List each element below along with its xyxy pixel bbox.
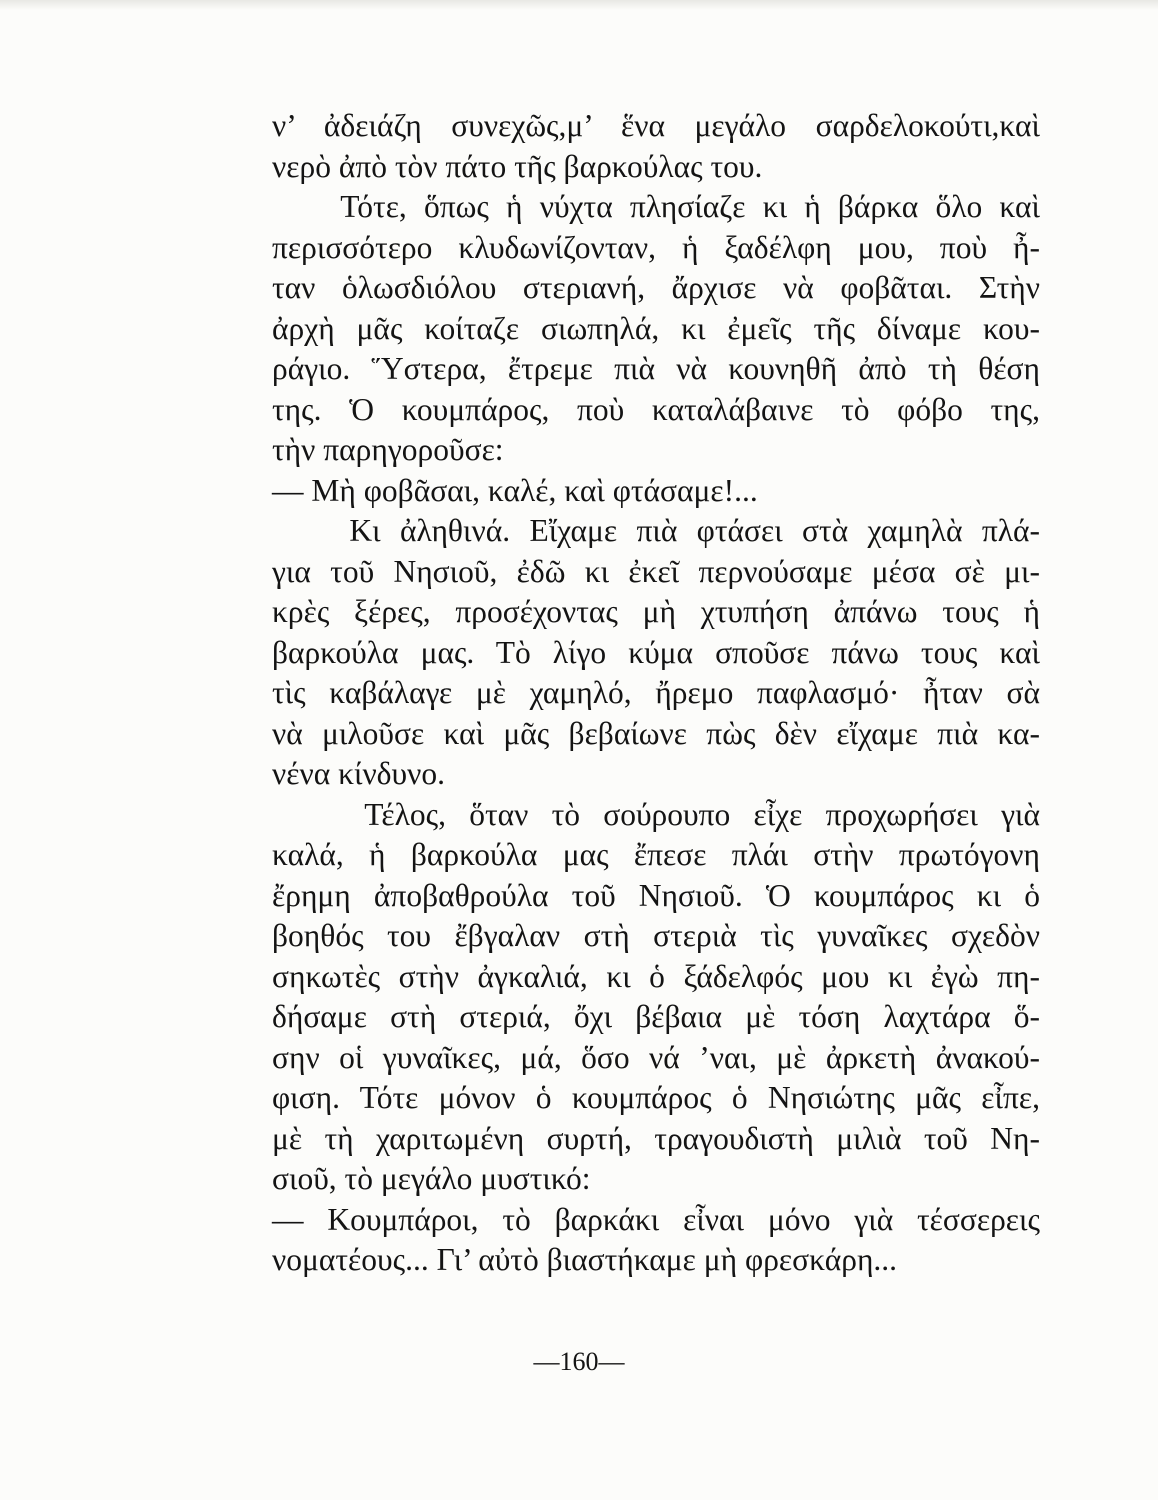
body-text: [272, 106, 1040, 1281]
text-line: δήσαμε στὴ στεριά, ὄχι βέβαια μὲ τόση λαχτάρα ὅ-: [272, 999, 1040, 1034]
text-line: της. Ὁ κουμπάρος, ποὺ καταλάβαινε τὸ φόβο της,: [272, 391, 1040, 427]
text-line: βοηθός του ἔβγαλαν στὴ στεριὰ τὶς γυναῖκες σχεδὸν: [272, 918, 1040, 953]
text-line: ν’ ἀδειάζη συνεχῶς,μ’ ἕνα μεγάλο σαρδελοκούτι,καὶ: [272, 108, 1040, 143]
text-line: σην οἱ γυναῖκες, μά, ὅσο νά ’ναι, μὲ ἀρκετὴ ἀνακού-: [272, 1039, 1040, 1075]
text-line: φιση. Τότε μόνον ὁ κουμπάρος ὁ Νησιώτης μᾶς εἶπε,: [272, 1080, 1040, 1115]
text-line: ἀρχὴ μᾶς κοίταζε σιωπηλά, κι ἐμεῖς τῆς δίναμε κου-: [272, 310, 1040, 346]
text-line: σιοῦ, τὸ μεγάλο μυστικό:: [272, 1161, 591, 1196]
text-line: τὴν παρηγοροῦσε:: [272, 432, 504, 467]
text-line: νὰ μιλοῦσε καὶ μᾶς βεβαίωνε πὼς δὲν εἴχαμε πιὰ κα-: [272, 715, 1040, 751]
text-line: Τέλος, ὅταν τὸ σούρουπο εἶχε προχωρήσει γιὰ: [272, 796, 1040, 832]
text-line: περισσότερο κλυδωνίζονταν, ἡ ξαδέλφη μου, ποὺ ἦ-: [272, 229, 1040, 265]
text-line: κρὲς ξέρες, προσέχοντας μὴ χτυπήση ἀπάνω τους ἡ: [272, 594, 1040, 629]
text-line: σηκωτὲς στὴν ἀγκαλιά, κι ὁ ξάδελφός μου κι ἐγὼ πη-: [272, 958, 1040, 994]
text-line: για τοῦ Νησιοῦ, ἐδῶ κι ἐκεῖ περνούσαμε μέσα σὲ μι-: [272, 553, 1040, 589]
text-line: καλά, ἡ βαρκούλα μας ἔπεσε πλάι στὴν πρωτόγονη: [272, 837, 1040, 872]
text-line: ἔρημη ἀποβαθρούλα τοῦ Νησιοῦ. Ὁ κουμπάρος κι ὁ: [272, 877, 1040, 913]
text-line: — Μὴ φοβᾶσαι, καλέ, καὶ φτάσαμε!...: [272, 472, 758, 508]
text-line: τὶς καβάλαγε μὲ χαμηλό, ἤρεμο παφλασμό· ἦταν σὰ: [272, 675, 1040, 710]
text-line: ράγιο. Ὕστερα, ἔτρεμε πιὰ νὰ κουνηθῆ ἀπὸ τὴ θέση: [272, 351, 1040, 386]
text-line: νένα κίνδυνο.: [272, 756, 445, 791]
page-number: —160—: [533, 1347, 625, 1376]
text-line: Τότε, ὅπως ἡ νύχτα πλησίαζε κι ἡ βάρκα ὅλο καὶ: [272, 189, 1040, 224]
text-line: νοματέους... Γι’ αὐτὸ βιαστήκαμε μὴ φρεσκάρη...: [272, 1242, 898, 1277]
text-line: νερὸ ἀπὸ τὸν πάτο τῆς βαρκούλας του.: [272, 148, 763, 184]
text-line: βαρκούλα μας. Τὸ λίγο κύμα σποῦσε πάνω τους καὶ: [272, 634, 1040, 670]
text-line: μὲ τὴ χαριτωμένη συρτή, τραγουδιστὴ μιλιὰ τοῦ Νη-: [272, 1120, 1040, 1156]
text-line: ταν ὁλωσδιόλου στεριανή, ἄρχισε νὰ φοβᾶται. Στὴν: [272, 270, 1040, 305]
text-line: — Κουμπάροι, τὸ βαρκάκι εἶναι μόνο γιὰ τέσσερεις: [272, 1201, 1040, 1237]
text-line: Κι ἀληθινά. Εἴχαμε πιὰ φτάσει στὰ χαμηλὰ πλά-: [272, 513, 1040, 548]
